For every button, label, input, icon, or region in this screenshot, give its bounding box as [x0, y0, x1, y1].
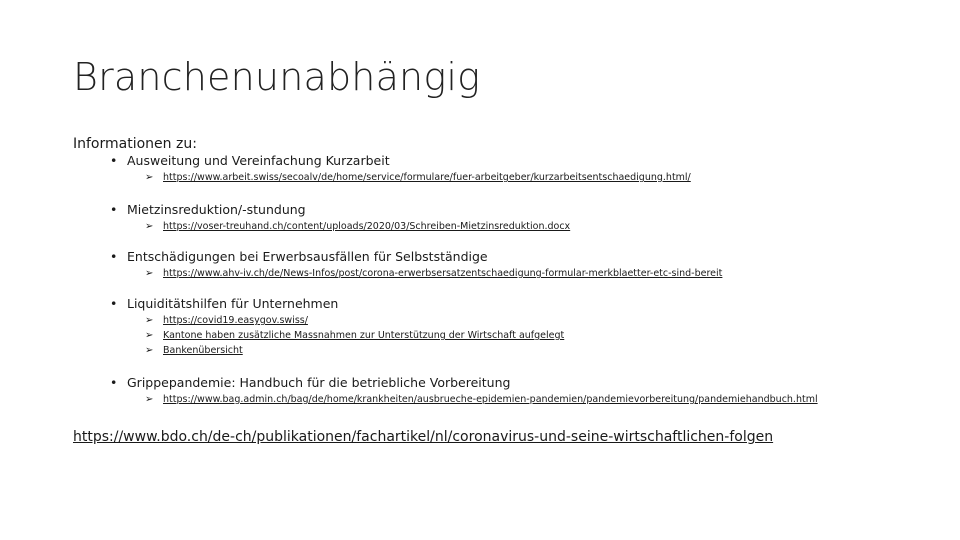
arrow-bullet-icon: ➢ [145, 330, 154, 341]
section-mietzins [110, 201, 570, 234]
section-heading: Ausweitung und Vereinfachung Kurzarbeit [127, 153, 390, 168]
link-mietzins[interactable]: https://voser-treuhand.ch/content/uploads/2020/03/Schreiben-Mietzinsreduktion.docx [163, 221, 571, 232]
bullet-icon: • [110, 153, 118, 168]
section-grippepandemie [110, 374, 818, 407]
arrow-bullet-icon: ➢ [145, 221, 154, 232]
bullet-icon: • [110, 296, 118, 311]
section-heading: Grippepandemie: Handbuch für die betriebliche Vorbereitung [127, 375, 511, 390]
section-liquiditaet [110, 295, 564, 358]
arrow-bullet-icon: ➢ [145, 172, 154, 183]
arrow-bullet-icon: ➢ [145, 345, 154, 356]
section-heading: Entschädigungen bei Erwerbsausfällen für Selbstständige [127, 249, 488, 264]
link-bdo-article[interactable]: https://www.bdo.ch/de-ch/publikationen/fachartikel/nl/coronavirus-und-seine-wirtschaftlichen-folgen [73, 429, 774, 445]
bullet-icon: • [110, 375, 118, 390]
section-heading: Liquiditätshilfen für Unternehmen [127, 296, 339, 311]
arrow-bullet-icon: ➢ [145, 315, 154, 326]
link-covid19-easygov[interactable]: https://covid19.easygov.swiss/ [163, 315, 308, 326]
link-pandemiehandbuch[interactable]: https://www.bag.admin.ch/bag/de/home/krankheiten/ausbrueche-epidemien-pandemien/pandemievorbereitung/pandemiehandbuch.html [163, 394, 818, 405]
bullet-icon: • [110, 202, 118, 217]
section-heading: Mietzinsreduktion/-stundung [127, 202, 306, 217]
arrow-bullet-icon: ➢ [145, 268, 154, 279]
link-bankenuebersicht[interactable]: Bankenübersicht [163, 345, 243, 356]
page-title: Branchenunabhängig [73, 55, 481, 99]
section-erwerbsausfall [110, 248, 722, 281]
bullet-icon: • [110, 249, 118, 264]
intro-text: Informationen zu: [73, 136, 197, 152]
link-kantone-massnahmen[interactable]: Kantone haben zusätzliche Massnahmen zur Unterstützung der Wirtschaft aufgelegt [163, 330, 565, 341]
arrow-bullet-icon: ➢ [145, 394, 154, 405]
link-erwerbsausfall[interactable]: https://www.ahv-iv.ch/de/News-Infos/post/corona-erwerbsersatzentschaedigung-formular-merkblaetter-etc-sind-bereit [163, 268, 723, 279]
link-kurzarbeit[interactable]: https://www.arbeit.swiss/secoalv/de/home/service/formulare/fuer-arbeitgeber/kurzarbeitsentschaedigung.html/ [163, 172, 691, 183]
section-kurzarbeit [110, 152, 691, 185]
